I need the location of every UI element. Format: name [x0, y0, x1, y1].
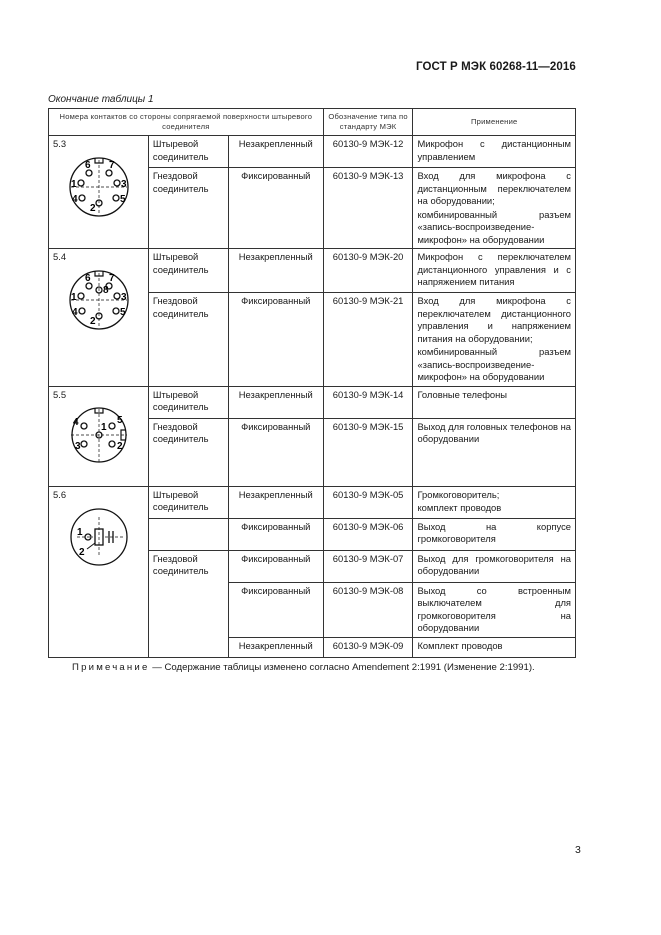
- application-cell: [413, 518, 576, 550]
- pin-label: 5: [120, 306, 126, 318]
- application-text: комплект проводов: [417, 502, 502, 513]
- pin-label: 2: [117, 441, 123, 452]
- connector-cell: Штыревой соединитель: [148, 486, 228, 518]
- group-number: 5.5: [53, 388, 67, 400]
- pin-label: 7: [109, 159, 115, 171]
- pin-label: 4: [72, 193, 78, 205]
- pin-label: 3: [121, 178, 127, 190]
- designation-cell: 60130-9 МЭК-07: [323, 550, 413, 582]
- application-cell: [413, 168, 576, 249]
- fixation-cell: Незакрепленный: [228, 136, 323, 168]
- table-row: [49, 249, 576, 293]
- group-number-cell: [49, 136, 149, 249]
- designation-cell: 60130-9 МЭК-14: [323, 386, 413, 418]
- connector-cell: Гнездовой соединитель: [148, 293, 228, 387]
- connector-cell: [148, 518, 228, 550]
- fixation-cell: Фиксированный: [228, 550, 323, 582]
- designation-cell: 60130-9 МЭК-21: [323, 293, 413, 387]
- standard-header: ГОСТ Р МЭК 60268-11—2016: [416, 61, 576, 73]
- pin-label: 5: [117, 415, 123, 426]
- application-cell: [413, 582, 576, 637]
- header-application: Применение: [413, 109, 576, 136]
- pin-label: 1: [101, 422, 107, 433]
- pin-label: 8: [103, 284, 109, 296]
- group-number-cell: [49, 486, 149, 657]
- pin-diagram-5-3: [67, 155, 131, 219]
- designation-cell: 60130-9 МЭК-05: [323, 486, 413, 518]
- fixation-cell: Незакрепленный: [228, 486, 323, 518]
- pin-label: 1: [71, 178, 77, 190]
- application-text: Вход для микрофона с переключателем дистанционного управления и напряжением питания на оборудовании;: [417, 295, 571, 344]
- application-text: Выход для громкоговорителя на оборудовании: [417, 552, 571, 576]
- fixation-cell: Незакрепленный: [228, 249, 323, 293]
- application-cell: [413, 293, 576, 387]
- fixation-cell: Фиксированный: [228, 518, 323, 550]
- application-text: Головные телефоны: [417, 388, 508, 400]
- group-5-4: [49, 249, 576, 387]
- fixation-cell: Незакрепленный: [228, 637, 323, 657]
- pin-diagram-5-6: [67, 505, 131, 569]
- connector-cell: Штыревой соединитель: [148, 386, 228, 418]
- application-text: Выход со встроенным выключателем для громкоговорителя на оборудовании: [417, 584, 571, 633]
- header-contacts: Номера контактов со стороны сопрягаемой поверхности штыревого соединителя: [49, 109, 324, 136]
- designation-cell: 60130-9 МЭК-06: [323, 518, 413, 550]
- connector-cell: Гнездовой соединитель: [148, 550, 228, 657]
- group-number: 5.3: [53, 138, 67, 149]
- designation-cell: 60130-9 МЭК-15: [323, 418, 413, 486]
- note-label: Примечание: [72, 662, 150, 673]
- application-cell: [413, 249, 576, 293]
- pin-label: 1: [71, 291, 77, 303]
- application-cell: [413, 486, 576, 518]
- fixation-cell: Фиксированный: [228, 418, 323, 486]
- pin-label: 2: [90, 315, 96, 327]
- application-text: Микрофон с переключателем дистанционного управления и с напряжением питания: [417, 251, 571, 287]
- designation-cell: 60130-9 МЭК-08: [323, 582, 413, 637]
- designation-cell: 60130-9 МЭК-09: [323, 637, 413, 657]
- table-caption: Окончание таблицы 1: [48, 94, 154, 105]
- application-text: Громкоговоритель;: [417, 488, 500, 500]
- pin-diagram-5-4: [67, 268, 131, 332]
- connector-table: [48, 108, 576, 658]
- application-cell: [413, 418, 576, 486]
- application-text: Комплект проводов: [417, 639, 503, 651]
- pin-label: 6: [85, 159, 91, 171]
- pin-label: 2: [90, 202, 96, 214]
- pin-label: 3: [75, 441, 81, 452]
- page-number: 3: [575, 844, 581, 856]
- designation-cell: 60130-9 МЭК-20: [323, 249, 413, 293]
- group-5-6: [49, 486, 576, 657]
- application-cell: [413, 637, 576, 657]
- pin-label: 4: [73, 417, 79, 428]
- table-row: [49, 386, 576, 418]
- application-cell: [413, 386, 576, 418]
- group-number: 5.6: [53, 488, 67, 500]
- table-row: [49, 136, 576, 168]
- pin-label: 6: [85, 272, 91, 284]
- application-text: Вход для микрофона с дистанционным переключателем на оборудовании;: [417, 170, 571, 206]
- group-number-cell: [49, 386, 149, 486]
- pin-label: 7: [109, 272, 115, 284]
- fixation-cell: Фиксированный: [228, 582, 323, 637]
- note-text: — Содержание таблицы изменено согласно Amendement 2:1991 (Изменение 2:1991).: [149, 662, 535, 673]
- pin-label: 1: [77, 527, 83, 538]
- connector-cell: Гнездовой соединитель: [148, 168, 228, 249]
- group-5-3: [49, 136, 576, 249]
- application-text: Микрофон с дистанционным управлением: [417, 138, 571, 162]
- group-number-cell: [49, 249, 149, 387]
- connector-cell: Штыревой соединитель: [148, 136, 228, 168]
- pin-label: 5: [120, 193, 126, 205]
- application-text: комбинированный разъем «запись-воспроизведение-микрофон» на оборудовании: [417, 208, 571, 245]
- application-text: Выход для головных телефонов на оборудовании: [417, 420, 572, 444]
- pin-label: 4: [72, 306, 78, 318]
- fixation-cell: Фиксированный: [228, 293, 323, 387]
- application-cell: [413, 550, 576, 582]
- designation-cell: 60130-9 МЭК-12: [323, 136, 413, 168]
- connector-cell: Гнездовой соединитель: [148, 418, 228, 486]
- pin-diagram-5-5: [67, 405, 131, 465]
- pin-label: 3: [121, 291, 127, 303]
- table-header-row: [49, 109, 576, 136]
- designation-cell: 60130-9 МЭК-13: [323, 168, 413, 249]
- application-cell: [413, 136, 576, 168]
- application-text: Выход на корпусе громкоговорителя: [417, 520, 571, 544]
- fixation-cell: Незакрепленный: [228, 386, 323, 418]
- group-5-5: [49, 386, 576, 486]
- application-text: комбинированный разъем «запись-воспроизведение-микрофон» на оборудовании: [417, 346, 571, 382]
- connector-cell: Штыревой соединитель: [148, 249, 228, 293]
- group-number: 5.4: [53, 251, 67, 262]
- pin-label: 2: [79, 547, 85, 558]
- fixation-cell: Фиксированный: [228, 168, 323, 249]
- table-note: [72, 662, 535, 673]
- table-row: [49, 486, 576, 518]
- header-designation: Обозначение типа по стандарту МЭК: [323, 109, 413, 136]
